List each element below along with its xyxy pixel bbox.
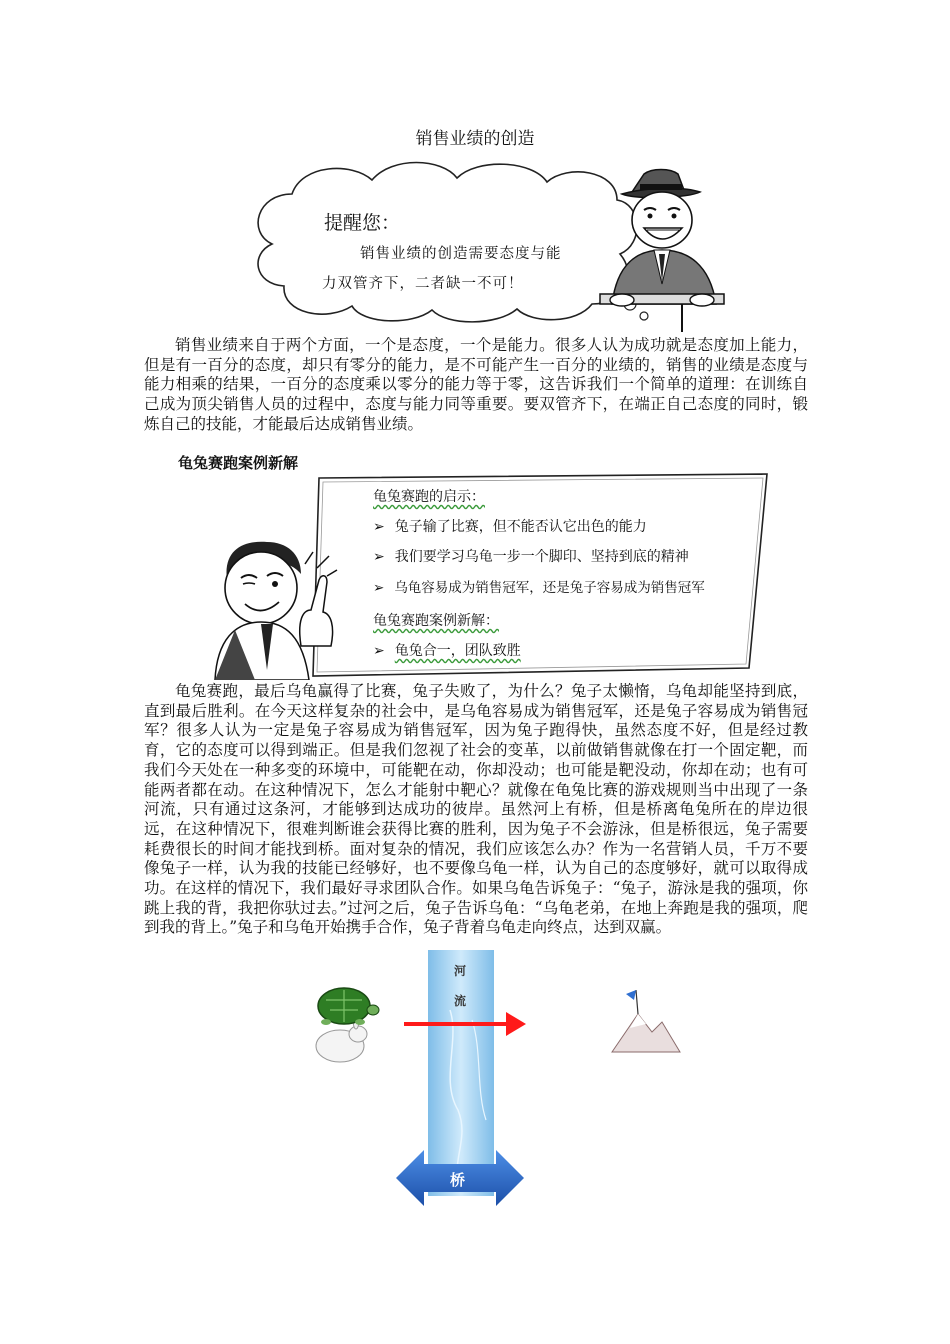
story-paragraph: 龟兔赛跑，最后乌龟赢得了比赛，兔子失败了，为什么？兔子太懒惰，乌龟却能坚持到底，直到最后胜利。在今天这样复杂的社会中，是乌龟容易成为销售冠军，还是兔子容易成为销售冠军？很多人认为一定是兔子容易成为销售冠军，因为兔子跑得快，虽然态度不好，但是经过教育，它的态度可以得到端正。但是我们忽视了社会的变革，以前做销售就像在打一个固定靶，而我们今天处在一种多变的环境中，可能靶在动，你却没动；也可能是靶没动，你却在动；也有可能两者都在动。在这种情况下，怎么才能射中靶心？就像在龟兔比赛的游戏规则当中出现了一条河流，只有通过这条河，才能够到达成功的彼岸。虽然河上有桥，但是桥离龟兔所在的岸边很远，在这种情况下，很难判断谁会获得比赛的胜利，因为兔子不会游泳，但是桥很远，兔子需要耗费很长的时间才能找到桥。面对复杂的情况，我们应该怎么办？作为一名营销人员，千万不要像兔子一样，认为我的技能已经够好，也不要像乌龟一样，认为自己的态度够好，就可以取得成功。在这样的情况下，我们最好寻求团队合作。如果乌龟告诉兔子：“兔子，游泳是我的强项，你跳上我的背，我把你驮过去。”过河之后，兔子告诉乌龟：“乌龟老弟，在地上奔跑是我的强项，爬到我的背上。”兔子和乌龟开始携手合作，兔子背着乌龟走向终点，达到双赢。: [144, 682, 808, 937]
arrow-bullet-icon: ➢: [373, 519, 385, 535]
bridge-label: 桥: [450, 1171, 466, 1189]
board-title-1: [373, 486, 485, 506]
board-title-2-text: 龟兔赛跑案例新解：: [373, 613, 499, 629]
board-bullet-text: 龟兔合一，团队致胜: [394, 643, 521, 659]
board-bullet-3: [373, 576, 705, 596]
board-title-1-text: 龟兔赛跑的启示：: [373, 489, 485, 505]
pointing-man-illustration: [205, 470, 340, 680]
board-bullet-text: 乌龟容易成为销售冠军，还是兔子容易成为销售冠军: [394, 580, 705, 596]
board-bullet-1: [373, 516, 647, 536]
board-bullet-2: [373, 546, 689, 566]
arrow-bullet-icon: ➢: [373, 643, 385, 659]
river: [428, 950, 494, 1196]
red-arrow-head: [506, 1012, 526, 1036]
cloud-line-2: 力双管齐下，二者缺一不可！: [322, 276, 524, 292]
turtle-icon: [318, 988, 379, 1025]
lesson-board-illustration: [205, 470, 775, 680]
river-label-1: 河: [454, 964, 467, 978]
board-title-2: [373, 610, 499, 630]
board-bullet-text: 我们要学习乌龟一步一个脚印、坚持到底的精神: [394, 549, 689, 565]
reminder-illustration: [232, 154, 732, 334]
arrow-bullet-icon: ➢: [373, 549, 385, 565]
cloud-heading: 提醒您：: [324, 212, 401, 234]
section-heading: 龟兔赛跑案例新解: [178, 454, 299, 472]
page-title: 销售业绩的创造: [415, 129, 535, 149]
salesman-illustration: [592, 154, 732, 334]
river-diagram-graphic: [300, 950, 700, 1210]
river-label-2: 流: [454, 994, 467, 1008]
board-bullet-4: [373, 640, 521, 660]
cloud-line-1: 销售业绩的创造需要态度与能: [360, 246, 562, 262]
intro-paragraph: 销售业绩来自于两个方面，一个是态度，一个是能力。很多人认为成功就是态度加上能力，但是有一百分的态度，却只有零分的能力，是不可能产生一百分的业绩的，销售的业绩是态度与能力相乘的结果，一百分的态度乘以零分的能力等于零，这告诉我们一个简单的道理：在训练自己成为顶尖销售人员的过程中，态度与能力同等重要。要双管齐下，在端正自己态度的同时，锻炼自己的技能，才能最后达成销售业绩。: [144, 336, 808, 433]
river-diagram: [300, 950, 700, 1210]
arrow-bullet-icon: ➢: [373, 580, 385, 596]
mountain-flag-icon: [612, 990, 680, 1052]
board-bullet-text: 兔子输了比赛，但不能否认它出色的能力: [394, 519, 647, 535]
